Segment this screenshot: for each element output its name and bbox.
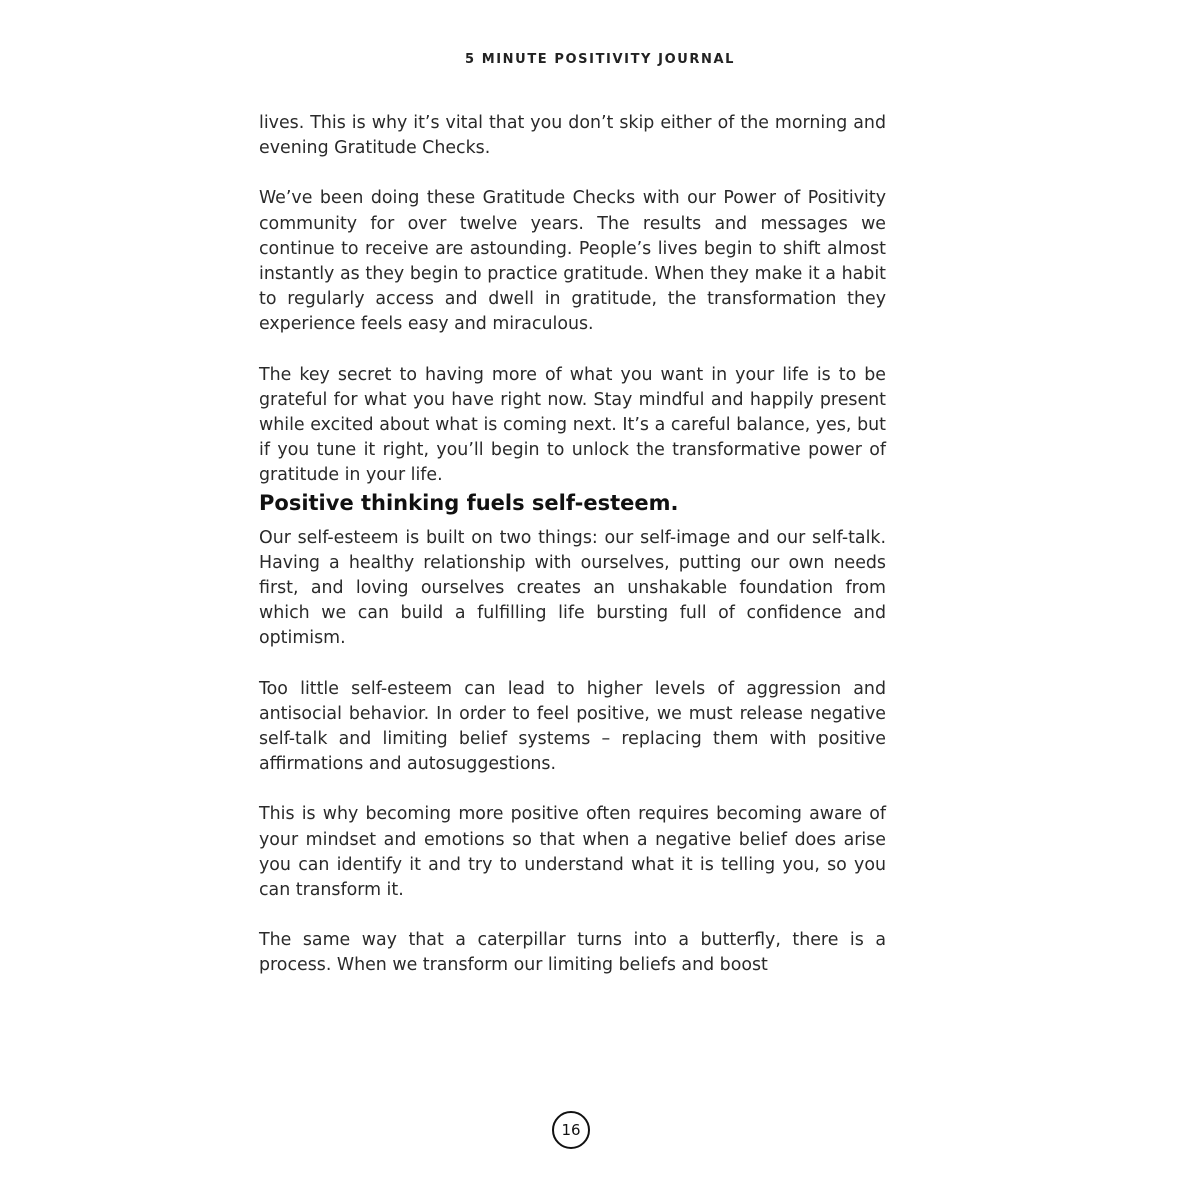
body-paragraph: The same way that a caterpillar turns into a butterfly, there is a process. When we transform our limiting beliefs and boost — [259, 930, 886, 976]
body-paragraph: lives. This is why it’s vital that you don’t skip either of the morning and evening Gratitude Checks. — [259, 113, 886, 159]
running-header-title: 5 MINUTE POSITIVITY JOURNAL — [464, 52, 736, 67]
page-body — [259, 111, 886, 979]
page-number-badge — [552, 1111, 590, 1149]
body-paragraph: The key secret to having more of what you want in your life is to be grateful for what you have right now. Stay mindful and happily present while excited about what is coming next. It’s a careful balance, yes, but if you tune it right, you’ll begin to unlock the transformative power of gratitude in your life. — [259, 364, 886, 486]
body-paragraph: Too little self-esteem can lead to higher levels of aggression and antisocial behavior. In order to feel positive, we must release negative self-talk and limiting belief systems – replacing them with positive affirmations and autosuggestions. — [259, 678, 886, 775]
body-paragraph: We’ve been doing these Gratitude Checks with our Power of Positivity community for over twelve years. The results and messages we continue to receive are astounding. People’s lives begin to shift almost instantly as they begin to practice gratitude. When they make it a habit to regularly access and dwell in gratitude, the transformation they experience feels easy and miraculous. — [259, 188, 886, 335]
page-number: 16 — [561, 1121, 581, 1139]
body-paragraph: Our self-esteem is built on two things: our self-image and our self-talk. Having a healthy relationship with ourselves, putting our own needs first, and loving ourselves creates an unshakable foundation from which we can build a fulfilling life bursting full of confidence and optimism. — [259, 527, 886, 649]
section-heading: Positive thinking fuels self-esteem. — [259, 490, 679, 515]
body-paragraph: This is why becoming more positive often requires becoming aware of your mindset and emotions so that when a negative belief does arise you can identify it and try to understand what it is telling you, so you can transform it. — [259, 804, 886, 901]
